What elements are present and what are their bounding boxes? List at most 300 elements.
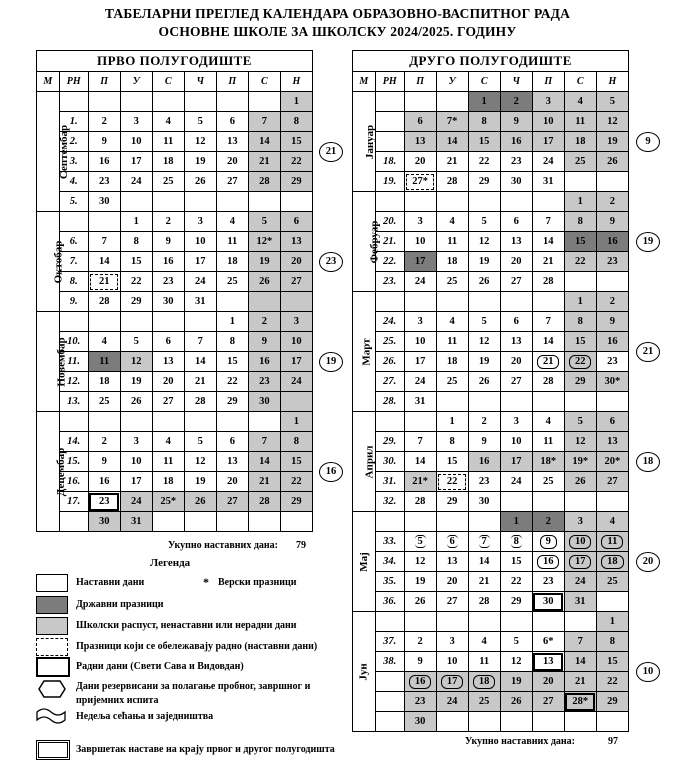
day-cell: 16: [152, 252, 184, 272]
week-number: 21.: [375, 232, 404, 252]
day-cell: 28: [532, 372, 564, 392]
day-cell: [404, 612, 436, 632]
week-row: [37, 172, 313, 192]
day-cell: 11: [436, 232, 468, 252]
day-cell: 13: [152, 352, 184, 372]
day-cell: 22: [468, 152, 500, 172]
week-number: [375, 132, 404, 152]
day-cell: 25: [152, 172, 184, 192]
page-title-line2: ОСНОВНЕ ШКОЛЕ ЗА ШКОЛСКУ 2024/2025. ГОДИНУ: [158, 24, 517, 39]
week-row: [353, 272, 629, 292]
week-number: 24.: [375, 312, 404, 332]
day-cell: 17: [280, 352, 312, 372]
day-cell: 14: [532, 232, 564, 252]
second-semester-total-value: 97: [608, 736, 618, 747]
month-label: Септембар: [37, 92, 60, 212]
day-cell: [152, 412, 184, 432]
day-cell: 25: [436, 372, 468, 392]
day-cell: [468, 712, 500, 732]
day-cell: 18: [152, 152, 184, 172]
week-number: 17.: [59, 492, 88, 512]
day-cell: 20: [216, 472, 248, 492]
day-cell: [120, 92, 152, 112]
legend-label-school-break: Школски распуст, ненаставни или нерадни дани: [76, 620, 297, 631]
day-cell: 1: [280, 412, 312, 432]
day-cell: [280, 292, 312, 312]
day-cell: 20: [532, 672, 564, 692]
day-cell: 23: [88, 172, 120, 192]
day-cell: 28: [532, 272, 564, 292]
week-number: 37.: [375, 632, 404, 652]
month-label: Децембар: [37, 412, 60, 532]
day-cell: 20: [152, 372, 184, 392]
day-cell: 29: [468, 172, 500, 192]
day-cell: [152, 192, 184, 212]
column-header: П: [216, 72, 248, 92]
week-row: [37, 352, 313, 372]
day-cell: 26: [500, 692, 532, 712]
day-cell: 7: [564, 632, 596, 652]
column-header: С: [468, 72, 500, 92]
day-cell: 15: [120, 252, 152, 272]
day-cell: 10: [280, 332, 312, 352]
day-cell: [532, 292, 564, 312]
day-cell: 6: [152, 332, 184, 352]
month-total-badge: 9: [636, 132, 660, 152]
day-cell: 23: [468, 472, 500, 492]
day-cell: 29: [500, 592, 532, 612]
day-cell: 27: [280, 272, 312, 292]
day-cell: 28: [468, 592, 500, 612]
day-cell: 30: [468, 492, 500, 512]
day-cell: [248, 192, 280, 212]
legend-star-symbol: *: [203, 575, 209, 589]
week-number: [59, 92, 88, 112]
column-header: П: [404, 72, 436, 92]
day-cell: 4: [152, 432, 184, 452]
column-header: Ч: [500, 72, 532, 92]
day-cell: [436, 512, 468, 532]
day-cell: 27: [500, 372, 532, 392]
week-number: [375, 692, 404, 712]
week-number: 29.: [375, 432, 404, 452]
day-cell: 19: [500, 672, 532, 692]
legend-swatch-working-days: [36, 657, 70, 677]
day-cell: [564, 272, 596, 292]
day-cell: 24: [184, 272, 216, 292]
week-number: 5.: [59, 192, 88, 212]
week-number: 34.: [375, 552, 404, 572]
day-cell: [596, 712, 628, 732]
day-cell: 16: [248, 352, 280, 372]
day-cell: 6: [500, 212, 532, 232]
week-number: [59, 212, 88, 232]
day-cell: 5: [468, 312, 500, 332]
day-cell: 26: [468, 272, 500, 292]
day-cell: 6: [500, 312, 532, 332]
day-cell: 5: [404, 532, 436, 552]
day-cell: 15: [596, 652, 628, 672]
day-cell: 18: [564, 132, 596, 152]
week-row: [353, 552, 629, 572]
week-number: 33.: [375, 532, 404, 552]
day-cell: 2: [468, 412, 500, 432]
legend-title: Легенда: [150, 557, 191, 569]
day-cell: 2: [404, 632, 436, 652]
day-cell: [216, 512, 248, 532]
week-row: [37, 372, 313, 392]
day-cell: 21: [248, 472, 280, 492]
day-cell: 29: [596, 692, 628, 712]
column-header: У: [436, 72, 468, 92]
column-header: П: [532, 72, 564, 92]
day-cell: 1: [436, 412, 468, 432]
day-cell: [404, 192, 436, 212]
week-row: [353, 492, 629, 512]
day-cell: [120, 412, 152, 432]
week-row: [353, 712, 629, 732]
day-cell: 10: [500, 432, 532, 452]
column-header: М: [37, 72, 60, 92]
day-cell: 30*: [596, 372, 628, 392]
legend-swatch-semester-end: [36, 740, 70, 760]
day-cell: 26: [184, 492, 216, 512]
legend-label-exams: Дани резервисани за полагање пробног, завршног и пријемних испита: [76, 681, 311, 706]
day-cell: [468, 512, 500, 532]
day-cell: 30: [532, 592, 564, 612]
day-cell: 1: [596, 612, 628, 632]
day-cell: 18: [596, 552, 628, 572]
day-cell: 17: [532, 132, 564, 152]
month-total-badge: 19: [319, 352, 343, 372]
column-header: Ч: [184, 72, 216, 92]
day-cell: 31: [120, 512, 152, 532]
day-cell: 18: [436, 352, 468, 372]
week-row: [353, 632, 629, 652]
day-cell: 17: [500, 452, 532, 472]
week-row: [353, 412, 629, 432]
week-number: 36.: [375, 592, 404, 612]
day-cell: 1: [564, 292, 596, 312]
column-header: С: [152, 72, 184, 92]
day-cell: 2: [596, 192, 628, 212]
day-cell: [184, 92, 216, 112]
day-cell: 7: [184, 332, 216, 352]
month-total-badge: 18: [636, 452, 660, 472]
day-cell: 5: [184, 112, 216, 132]
day-cell: 11: [532, 432, 564, 452]
day-cell: 6: [280, 212, 312, 232]
week-row: [353, 532, 629, 552]
week-row: [37, 192, 313, 212]
day-cell: 12: [500, 652, 532, 672]
day-cell: 17: [120, 472, 152, 492]
day-cell: 14: [248, 452, 280, 472]
day-cell: 19: [468, 352, 500, 372]
week-number: [375, 512, 404, 532]
day-cell: 19*: [564, 452, 596, 472]
day-cell: [152, 312, 184, 332]
day-cell: 3: [532, 92, 564, 112]
day-cell: 10: [564, 532, 596, 552]
week-row: [353, 672, 629, 692]
day-cell: 13: [500, 332, 532, 352]
column-header: М: [353, 72, 376, 92]
day-cell: 26: [596, 152, 628, 172]
day-cell: 15: [216, 352, 248, 372]
day-cell: 3: [436, 632, 468, 652]
day-cell: 2: [596, 292, 628, 312]
day-cell: 20: [404, 152, 436, 172]
week-row: [37, 212, 313, 232]
day-cell: [88, 92, 120, 112]
day-cell: 9: [468, 432, 500, 452]
week-number: 31.: [375, 472, 404, 492]
day-cell: 18: [152, 472, 184, 492]
week-number: [375, 612, 404, 632]
day-cell: 13: [532, 652, 564, 672]
week-row: [353, 312, 629, 332]
day-cell: 14: [404, 452, 436, 472]
day-cell: 11: [216, 232, 248, 252]
day-cell: [184, 512, 216, 532]
day-cell: 12: [468, 332, 500, 352]
day-cell: 18: [88, 372, 120, 392]
semester-header-row: [37, 51, 313, 72]
day-cell: 18: [216, 252, 248, 272]
day-cell: [468, 392, 500, 412]
week-number: 12.: [59, 372, 88, 392]
day-cell: 30: [500, 172, 532, 192]
month-total-badge: 16: [319, 462, 343, 482]
day-cell: 6: [596, 412, 628, 432]
day-cell: [564, 612, 596, 632]
day-cell: 24: [404, 272, 436, 292]
day-cell: 12: [468, 232, 500, 252]
day-cell: [248, 92, 280, 112]
legend-label-semester-end: Завршетак наставе на крају првог и другог полугодишта: [76, 744, 335, 755]
day-cell: [468, 612, 500, 632]
week-row: [353, 592, 629, 612]
day-cell: 19: [468, 252, 500, 272]
day-cell: 3: [280, 312, 312, 332]
legend-label-religious: Верски празници: [218, 577, 297, 588]
week-row: [353, 252, 629, 272]
day-cell: 1: [280, 92, 312, 112]
day-cell: [436, 612, 468, 632]
day-cell: [248, 412, 280, 432]
day-cell: 17: [404, 252, 436, 272]
day-cell: 7: [404, 432, 436, 452]
day-cell: 24: [120, 172, 152, 192]
day-cell: [184, 412, 216, 432]
day-cell: 18: [436, 252, 468, 272]
day-cell: 7: [248, 432, 280, 452]
week-row: [353, 512, 629, 532]
day-cell: 16: [88, 152, 120, 172]
day-cell: 28*: [564, 692, 596, 712]
day-cell: 15: [564, 232, 596, 252]
day-cell: 25: [88, 392, 120, 412]
week-number: [59, 412, 88, 432]
week-number: 23.: [375, 272, 404, 292]
day-cell: 21: [532, 252, 564, 272]
day-cell: 4: [88, 332, 120, 352]
week-number: 7.: [59, 252, 88, 272]
day-cell: [184, 192, 216, 212]
day-cell: 9: [500, 112, 532, 132]
day-cell: 14: [532, 332, 564, 352]
week-number: 9.: [59, 292, 88, 312]
day-cell: [280, 512, 312, 532]
day-cell: [596, 272, 628, 292]
day-cell: 21: [184, 372, 216, 392]
day-cell: 10: [120, 132, 152, 152]
day-cell: 4: [152, 112, 184, 132]
day-cell: [248, 512, 280, 532]
column-header: У: [120, 72, 152, 92]
day-cell: 16: [532, 552, 564, 572]
day-cell: 29: [216, 392, 248, 412]
day-cell: 1: [216, 312, 248, 332]
day-cell: [152, 512, 184, 532]
day-cell: 16: [596, 332, 628, 352]
day-cell: 6: [436, 532, 468, 552]
week-number: 19.: [375, 172, 404, 192]
month-label: Мај: [353, 512, 376, 612]
column-header: С: [564, 72, 596, 92]
day-cell: 28: [248, 172, 280, 192]
week-number: 38.: [375, 652, 404, 672]
week-number: [375, 292, 404, 312]
week-number: 20.: [375, 212, 404, 232]
day-cell: 22: [280, 472, 312, 492]
month-label: Јануар: [353, 92, 376, 192]
day-cell: [280, 392, 312, 412]
day-cell: [596, 492, 628, 512]
day-cell: 26: [184, 172, 216, 192]
day-cell: [436, 292, 468, 312]
week-row: [37, 512, 313, 532]
day-cell: 2: [500, 92, 532, 112]
day-cell: 9: [88, 452, 120, 472]
day-cell: 9: [152, 232, 184, 252]
week-row: [37, 312, 313, 332]
day-cell: 20: [216, 152, 248, 172]
month-label: Јун: [353, 612, 376, 732]
first-semester-table: [36, 50, 313, 532]
day-cell: 24: [404, 372, 436, 392]
day-cell: 1: [468, 92, 500, 112]
day-cell: 13: [216, 132, 248, 152]
week-number: 10.: [59, 332, 88, 352]
day-cell: 5: [564, 412, 596, 432]
day-cell: [436, 712, 468, 732]
day-cell: 4: [532, 412, 564, 432]
day-cell: 26: [120, 392, 152, 412]
week-row: [37, 412, 313, 432]
day-cell: 11: [152, 132, 184, 152]
day-cell: 22: [564, 252, 596, 272]
day-cell: [564, 392, 596, 412]
day-cell: 23: [596, 352, 628, 372]
day-cell: 6: [216, 112, 248, 132]
day-cell: 12: [184, 452, 216, 472]
day-cell: 31: [184, 292, 216, 312]
day-cell: [564, 172, 596, 192]
day-cell: 5: [596, 92, 628, 112]
day-cell: 22: [280, 152, 312, 172]
day-cell: 30: [248, 392, 280, 412]
day-cell: 31: [404, 392, 436, 412]
day-cell: 8: [436, 432, 468, 452]
day-cell: [184, 312, 216, 332]
day-cell: 12: [184, 132, 216, 152]
day-cell: 16: [500, 132, 532, 152]
day-cell: 27: [436, 592, 468, 612]
day-cell: 20: [436, 572, 468, 592]
month-total-badge: 23: [319, 252, 343, 272]
weekday-header-row: [37, 72, 313, 92]
day-cell: 4: [436, 212, 468, 232]
month-total-badge: 20: [636, 552, 660, 572]
day-cell: 10: [120, 452, 152, 472]
day-cell: 11: [564, 112, 596, 132]
day-cell: 3: [404, 212, 436, 232]
month-label: Фебруар: [353, 192, 376, 292]
day-cell: 10: [184, 232, 216, 252]
week-row: [353, 352, 629, 372]
day-cell: [532, 612, 564, 632]
day-cell: 15: [436, 452, 468, 472]
week-row: [353, 392, 629, 412]
week-row: [353, 612, 629, 632]
day-cell: [532, 392, 564, 412]
week-number: 25.: [375, 332, 404, 352]
month-label: Април: [353, 412, 376, 512]
day-cell: 9: [532, 532, 564, 552]
week-number: 28.: [375, 392, 404, 412]
legend-swatch-teaching: [36, 574, 68, 592]
day-cell: 27: [216, 172, 248, 192]
week-number: 35.: [375, 572, 404, 592]
week-number: 13.: [59, 392, 88, 412]
day-cell: 27: [216, 492, 248, 512]
month-label: Март: [353, 292, 376, 412]
day-cell: 12: [120, 352, 152, 372]
day-cell: 4: [468, 632, 500, 652]
day-cell: 12*: [248, 232, 280, 252]
legend-swatch-working-holidays: [36, 638, 68, 656]
week-number: 14.: [59, 432, 88, 452]
day-cell: 6*: [532, 632, 564, 652]
day-cell: 3: [500, 412, 532, 432]
day-cell: 9: [596, 212, 628, 232]
week-number: [375, 92, 404, 112]
legend-label-teaching: Наставни дани: [76, 577, 145, 588]
day-cell: 7: [532, 212, 564, 232]
day-cell: 14: [564, 652, 596, 672]
day-cell: [436, 392, 468, 412]
day-cell: 18*: [532, 452, 564, 472]
day-cell: 27: [532, 692, 564, 712]
week-row: [37, 392, 313, 412]
day-cell: 15: [280, 132, 312, 152]
day-cell: 19: [184, 152, 216, 172]
day-cell: [532, 192, 564, 212]
day-cell: 2: [152, 212, 184, 232]
day-cell: 25: [596, 572, 628, 592]
